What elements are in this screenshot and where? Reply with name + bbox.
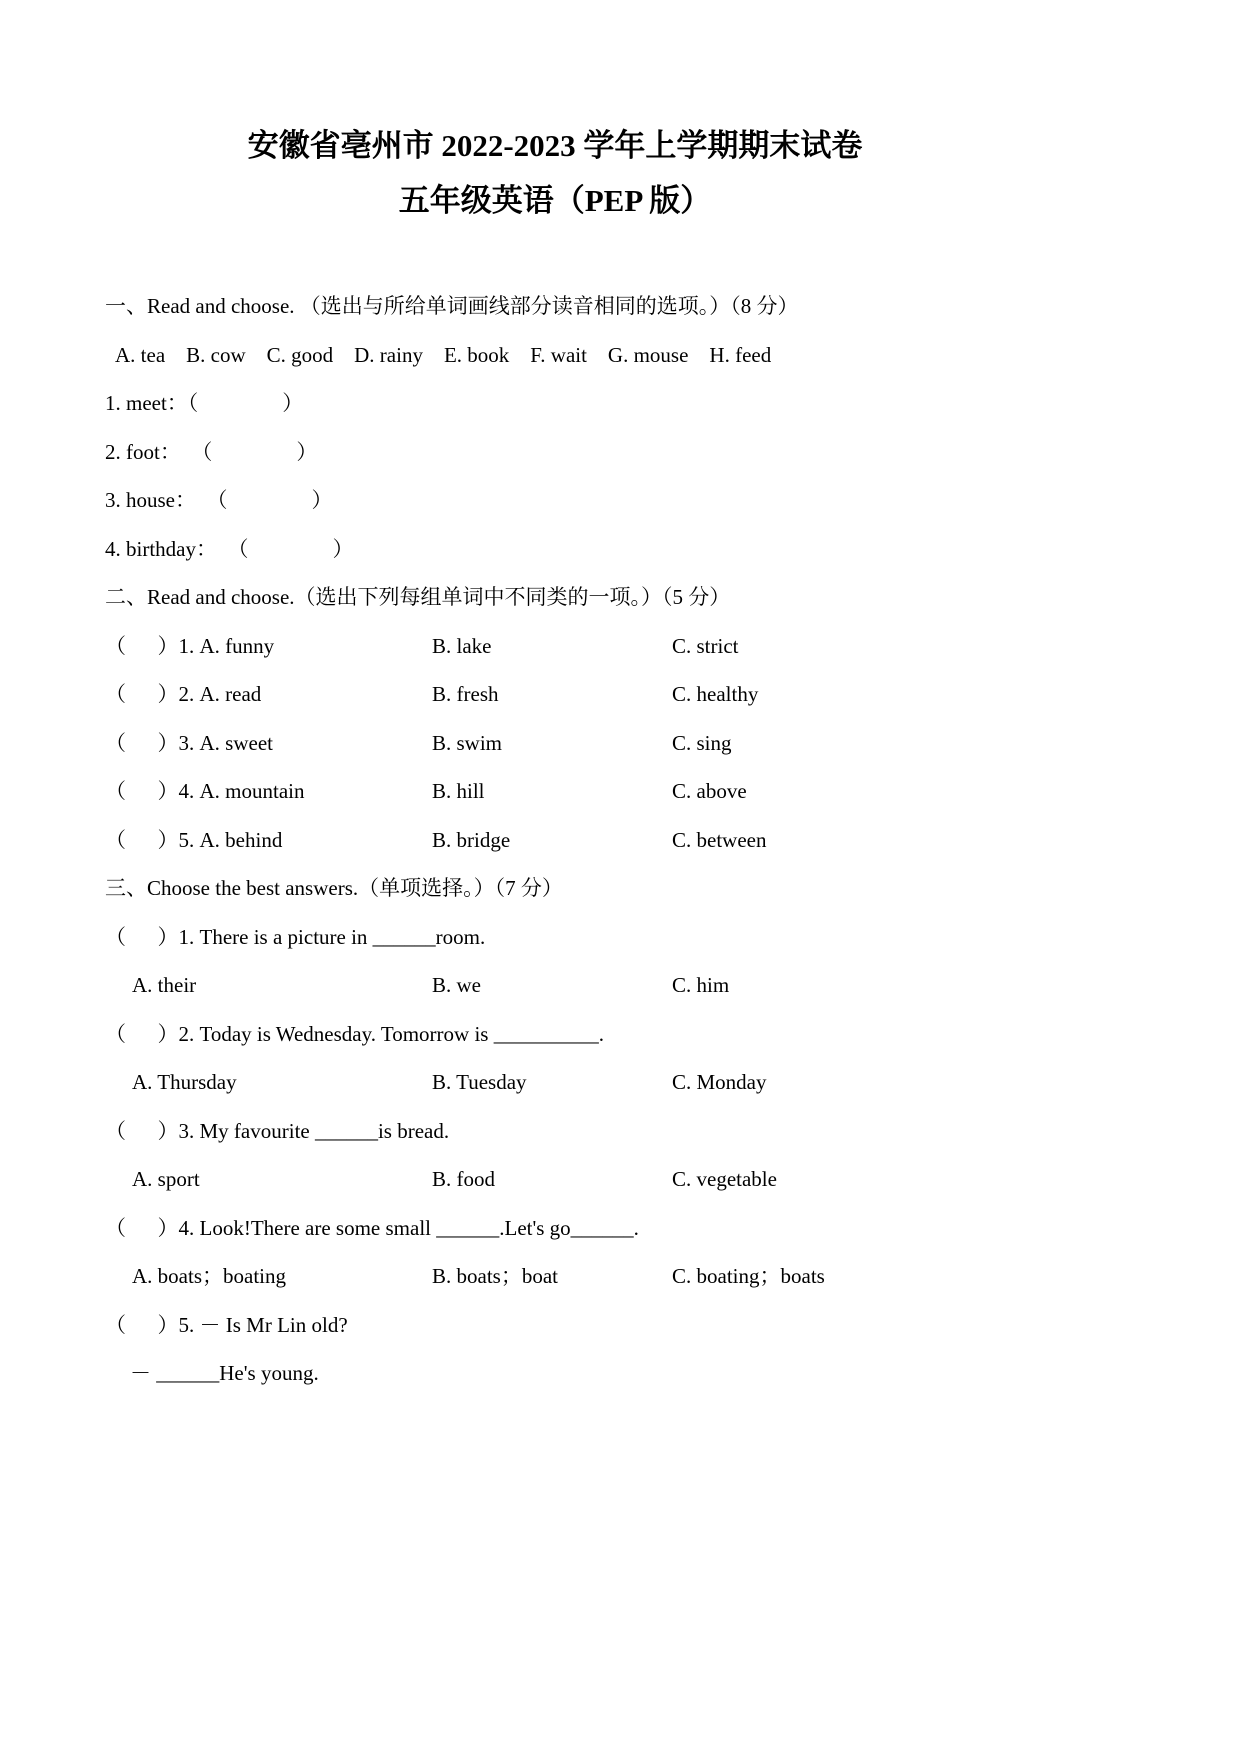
section2-row-1 xyxy=(105,622,1005,671)
section3-q3-option-b: B. food xyxy=(432,1167,495,1191)
section2-heading: 二、Read and choose.（选出下列每组单词中不同类的一项。）（5 分） xyxy=(105,585,731,609)
section2-row3-option-c: C. sing xyxy=(672,730,732,755)
section2-row4-option-c: C. above xyxy=(672,779,747,803)
section3-question-3: （ ）3. My favourite ______is bread. xyxy=(105,1118,450,1143)
section2-row1-option-b: B. lake xyxy=(432,633,492,658)
section2-row-5 xyxy=(105,816,1005,865)
section3-q1-option-a: A. their xyxy=(132,973,197,997)
section3-q1-option-b: B. we xyxy=(432,973,481,997)
section3-q4-option-c: C. boating；boats xyxy=(672,1264,825,1288)
section2-row5-option-c: C. between xyxy=(672,827,767,852)
section3-question-1-options xyxy=(105,961,1005,1010)
section3-q4-option-b: B. boats；boat xyxy=(432,1264,558,1288)
section3-q3-option-c: C. vegetable xyxy=(672,1167,777,1191)
section1-question-3: 3. house： （ ） xyxy=(105,488,333,512)
section3-question-4-options xyxy=(105,1252,1005,1301)
section1-word-bank: A. tea B. cow C. good D. rainy E. book F. wait G. mouse H. feed xyxy=(115,342,772,367)
section2-row5-option-b: B. bridge xyxy=(432,827,511,852)
section3-question-2: （ ）2. Today is Wednesday. Tomorrow is __________. xyxy=(105,1021,604,1046)
section1-question-1: 1. meet：（ ） xyxy=(105,391,304,415)
section2-row3-option-b: B. swim xyxy=(432,730,503,755)
section3-q1-option-c: C. him xyxy=(672,973,730,997)
section3-q4-option-a: A. boats；boating xyxy=(132,1264,286,1288)
section3-q2-option-a: A. Thursday xyxy=(132,1070,237,1094)
section2-row4-option-a: （ ）4. A. mountain xyxy=(105,779,305,803)
section2-row2-option-c: C. healthy xyxy=(672,682,759,706)
section1-heading: 一、Read and choose. （选出与所给单词画线部分读音相同的选项。）（8 分） xyxy=(105,294,799,318)
section2-row1-option-a: （ ）1. A. funny xyxy=(105,633,275,658)
section3-question-5-answer: － ______He's young. xyxy=(130,1361,319,1385)
section3-question-2-options xyxy=(105,1058,1005,1107)
section2-row5-option-a: （ ）5. A. behind xyxy=(105,827,283,852)
section2-row4-option-b: B. hill xyxy=(432,779,485,803)
section3-question-4: （ ）4. Look!There are some small ______.Let's go______. xyxy=(105,1215,639,1240)
section3-q2-option-b: B. Tuesday xyxy=(432,1070,527,1094)
section3-question-5: （ ）5. － Is Mr Lin old? xyxy=(105,1312,348,1337)
paper-body xyxy=(105,282,1005,1398)
section2-row3-option-a: （ ）3. A. sweet xyxy=(105,730,273,755)
section3-q3-option-a: A. sport xyxy=(132,1167,200,1191)
section2-row-2 xyxy=(105,670,1005,719)
section3-heading: 三、Choose the best answers.（单项选择。）（7 分） xyxy=(105,876,563,900)
section2-row2-option-a: （ ）2. A. read xyxy=(105,682,262,706)
section3-question-1: （ ）1. There is a picture in ______room. xyxy=(105,924,486,949)
paper-title xyxy=(105,118,1005,228)
section3-q2-option-c: C. Monday xyxy=(672,1070,767,1094)
paper-title-line1: 安徽省亳州市 2022-2023 学年上学期期末试卷 xyxy=(247,128,863,163)
section3-question-3-options xyxy=(105,1155,1005,1204)
section2-row1-option-c: C. strict xyxy=(672,633,739,658)
section2-row-4 xyxy=(105,767,1005,816)
section1-question-4: 4. birthday： （ ） xyxy=(105,536,354,561)
paper-title-line2: 五年级英语（PEP 版） xyxy=(398,183,712,218)
section2-row2-option-b: B. fresh xyxy=(432,682,499,706)
section1-question-2: 2. foot： （ ） xyxy=(105,439,318,464)
section2-row-3 xyxy=(105,719,1005,768)
